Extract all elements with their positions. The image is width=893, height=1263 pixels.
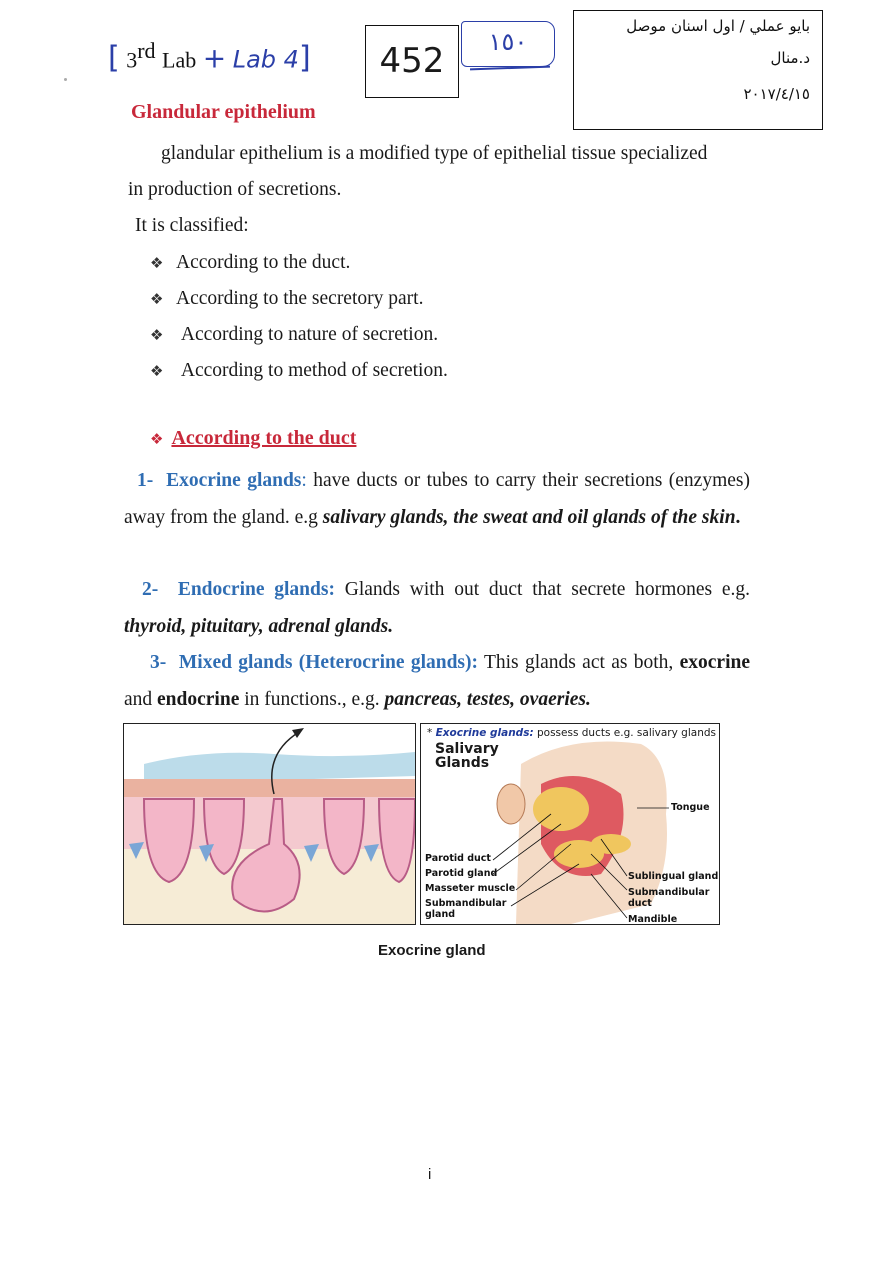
label-submandibular-gland: Submandibular bbox=[425, 898, 507, 909]
handwritten-plus: + bbox=[202, 41, 227, 75]
item-number: 2- bbox=[142, 579, 159, 600]
label-submandibular-duct-2: duct bbox=[628, 898, 652, 909]
label-tongue: Tongue bbox=[671, 802, 710, 813]
item-number: 3- bbox=[150, 652, 167, 673]
scan-dot bbox=[64, 78, 67, 81]
caption-term: Exocrine glands: bbox=[435, 727, 534, 739]
list-item: ❖ According to the secretory part. bbox=[150, 281, 448, 317]
exocrine-examples: salivary glands, the sweat and oil glands of the skin bbox=[322, 507, 736, 528]
endocrine-term: Endocrine glands: bbox=[177, 579, 335, 600]
bullet-diamond-icon: ❖ bbox=[150, 326, 164, 344]
salivary-glands-illustration bbox=[420, 723, 720, 925]
skin-gland-drawing bbox=[124, 724, 415, 924]
intro-line-1: glandular epithelium is a modified type of epithelial tissue specialized bbox=[161, 143, 708, 164]
mixed-paragraph: 3- Mixed glands (Heterocrine glands): This glands act as both, exocrine and endocrine in functions., e.g. pancreas, testes, ovaeries. bbox=[124, 652, 751, 710]
course-title: بايو عملي / اول اسنان موصل bbox=[626, 17, 810, 35]
item-number: 1- bbox=[137, 470, 154, 491]
section-heading bbox=[150, 427, 356, 450]
salivary-heading: Salivary Glands bbox=[435, 741, 499, 771]
intro-line-2: in production of secretions. bbox=[128, 179, 342, 200]
label-submandibular-duct: Submandibular bbox=[628, 887, 710, 898]
bullet-diamond-icon: ❖ bbox=[150, 362, 164, 380]
list-item: ❖ According to nature of secretion. bbox=[150, 317, 448, 353]
bullet-diamond-icon: ❖ bbox=[150, 290, 164, 308]
code-box: 452 bbox=[365, 25, 459, 98]
section-heading-text: According to the duct bbox=[171, 427, 357, 449]
classification-list bbox=[150, 245, 448, 389]
exocrine-term: Exocrine glands bbox=[166, 470, 302, 491]
instructor-name: د.منال bbox=[770, 49, 810, 67]
list-item: ❖ According to the duct. bbox=[150, 245, 448, 281]
mixed-examples: pancreas, testes, ovaeries. bbox=[384, 689, 591, 710]
label-parotid-gland: Parotid gland bbox=[425, 868, 498, 879]
label-submandibular-gland-2: gland bbox=[425, 909, 456, 920]
label-masseter: Masseter muscle bbox=[425, 883, 516, 894]
label-sublingual: Sublingual gland bbox=[628, 871, 719, 882]
classified-text: It is classified: bbox=[135, 215, 249, 236]
lab-word: Lab bbox=[162, 47, 197, 73]
label-parotid-duct: Parotid duct bbox=[425, 853, 491, 864]
lab-label bbox=[108, 38, 311, 76]
endocrine-paragraph: 2- Endocrine glands: Glands with out duct that secrete hormones e.g. thyroid, pituitary, adrenal glands. bbox=[124, 579, 751, 637]
figure-caption-top: * Exocrine glands: possess ducts e.g. salivary glands bbox=[427, 727, 716, 739]
bullet-diamond-icon: ❖ bbox=[150, 254, 164, 272]
handwritten-number-box: ١٥٠ bbox=[461, 21, 555, 67]
endocrine-examples: thyroid, pituitary, adrenal glands. bbox=[124, 616, 394, 637]
bracket-open: [ bbox=[108, 40, 120, 76]
date: ٢٠١٧/٤/١٥ bbox=[743, 85, 810, 103]
mixed-term: Mixed glands (Heterocrine glands): bbox=[178, 652, 479, 673]
bullet-diamond-icon: ❖ bbox=[150, 430, 164, 448]
figure-caption: Exocrine gland bbox=[378, 942, 486, 959]
page-number: i bbox=[428, 1166, 432, 1183]
exocrine-gland-illustration bbox=[123, 723, 416, 925]
page-title: Glandular epithelium bbox=[131, 101, 316, 123]
label-mandible: Mandible bbox=[628, 914, 678, 925]
course-header-box bbox=[573, 10, 823, 130]
lab-sup: rd bbox=[137, 38, 156, 63]
intro-paragraph bbox=[128, 136, 758, 208]
handwritten-lab4: Lab 4 bbox=[232, 45, 299, 74]
lab-number: 3 bbox=[126, 47, 138, 73]
exocrine-paragraph: 1- Exocrine glands: have ducts or tubes to carry their secretions (enzymes) away from the gland. e.g salivary glands, the sweat and oil glands of the skin. bbox=[124, 470, 750, 528]
list-item: ❖ According to method of secretion. bbox=[150, 353, 448, 389]
bracket-close: ] bbox=[298, 40, 311, 76]
